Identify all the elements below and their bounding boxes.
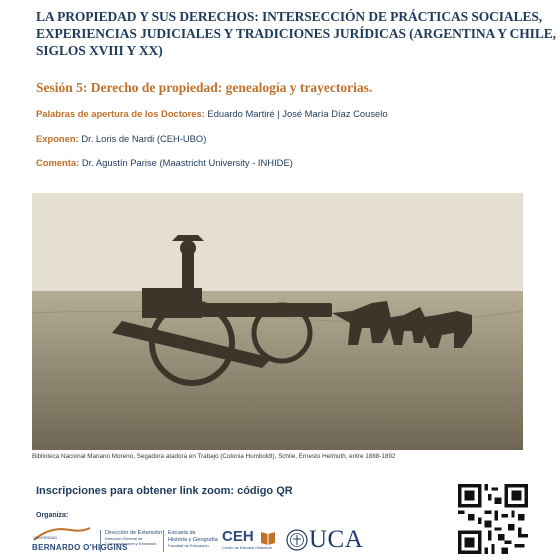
ceh-book-icon [260, 529, 276, 545]
commentator-line [36, 157, 293, 168]
ubo-emblem-icon [30, 524, 94, 544]
registration-heading: Inscripciones para obtener link zoom: código QR [36, 485, 293, 497]
escuela-sub: Facultad de Educación [168, 543, 209, 548]
event-title-line: SIGLOS XVIII Y XX) [36, 43, 163, 58]
organizers-label: Organiza: [36, 512, 69, 519]
escuela-line2: Historia y Geografía [168, 536, 218, 543]
harvester-scene-illustration [32, 193, 523, 450]
photo-caption: Biblioteca Nacional Mariano Moreno, Segadora atadora en Trabajo (Colonia Humboldt), Schlie, Ernesto Helmuth, entre 1888-1892 [32, 453, 396, 460]
commentator-name: Dr. Agustín Parise (Maastricht University - INHIDE) [79, 157, 293, 168]
uca-logo [286, 524, 376, 556]
escuela-line1: Escuela de [168, 530, 196, 536]
event-title-line: EXPERIENCIAS JUDICIALES Y TRADICIONES JURÍDICAS (ARGENTINA Y CHILE, [36, 26, 556, 41]
event-title-line: LA PROPIEDAD Y SUS DERECHOS: INTERSECCIÓN DE PRÁCTICAS SOCIALES, [36, 9, 543, 24]
escuela-logo [163, 530, 220, 552]
registration-qr-code[interactable] [458, 484, 528, 554]
opening-label: Palabras de apertura de los Doctores: [36, 108, 205, 119]
speaker-line [36, 133, 206, 144]
ubo-name: BERNARDO O'HIGGINS [32, 543, 128, 552]
speaker-name: Dr. Loris de Nardi (CEH-UBO) [78, 133, 207, 144]
extension-sub2: Comunicaciones y Extensión [105, 541, 157, 546]
historic-photo [32, 193, 523, 450]
ubo-small-label: UNIVERSIDAD [33, 536, 57, 540]
opening-line [36, 108, 388, 119]
extension-logo [100, 530, 165, 552]
uca-name: UCA [309, 526, 364, 553]
uca-seal-icon [286, 529, 308, 551]
opening-names: Eduardo Martiré | José María Díaz Couselo [204, 108, 388, 119]
ceh-subtitle: Centro de Estudios Históricos [222, 546, 273, 550]
ceh-name: CEH [222, 528, 254, 545]
ceh-logo [222, 528, 282, 554]
extension-title: Dirección de Extensión [105, 530, 163, 536]
commentator-label: Comenta: [36, 157, 80, 168]
speaker-label: Exponen: [36, 133, 79, 144]
session-heading: Sesión 5: Derecho de propiedad: genealogía y trayectorias. [36, 80, 373, 95]
extension-sub1: Dirección General de [105, 536, 143, 541]
event-title [36, 8, 556, 59]
